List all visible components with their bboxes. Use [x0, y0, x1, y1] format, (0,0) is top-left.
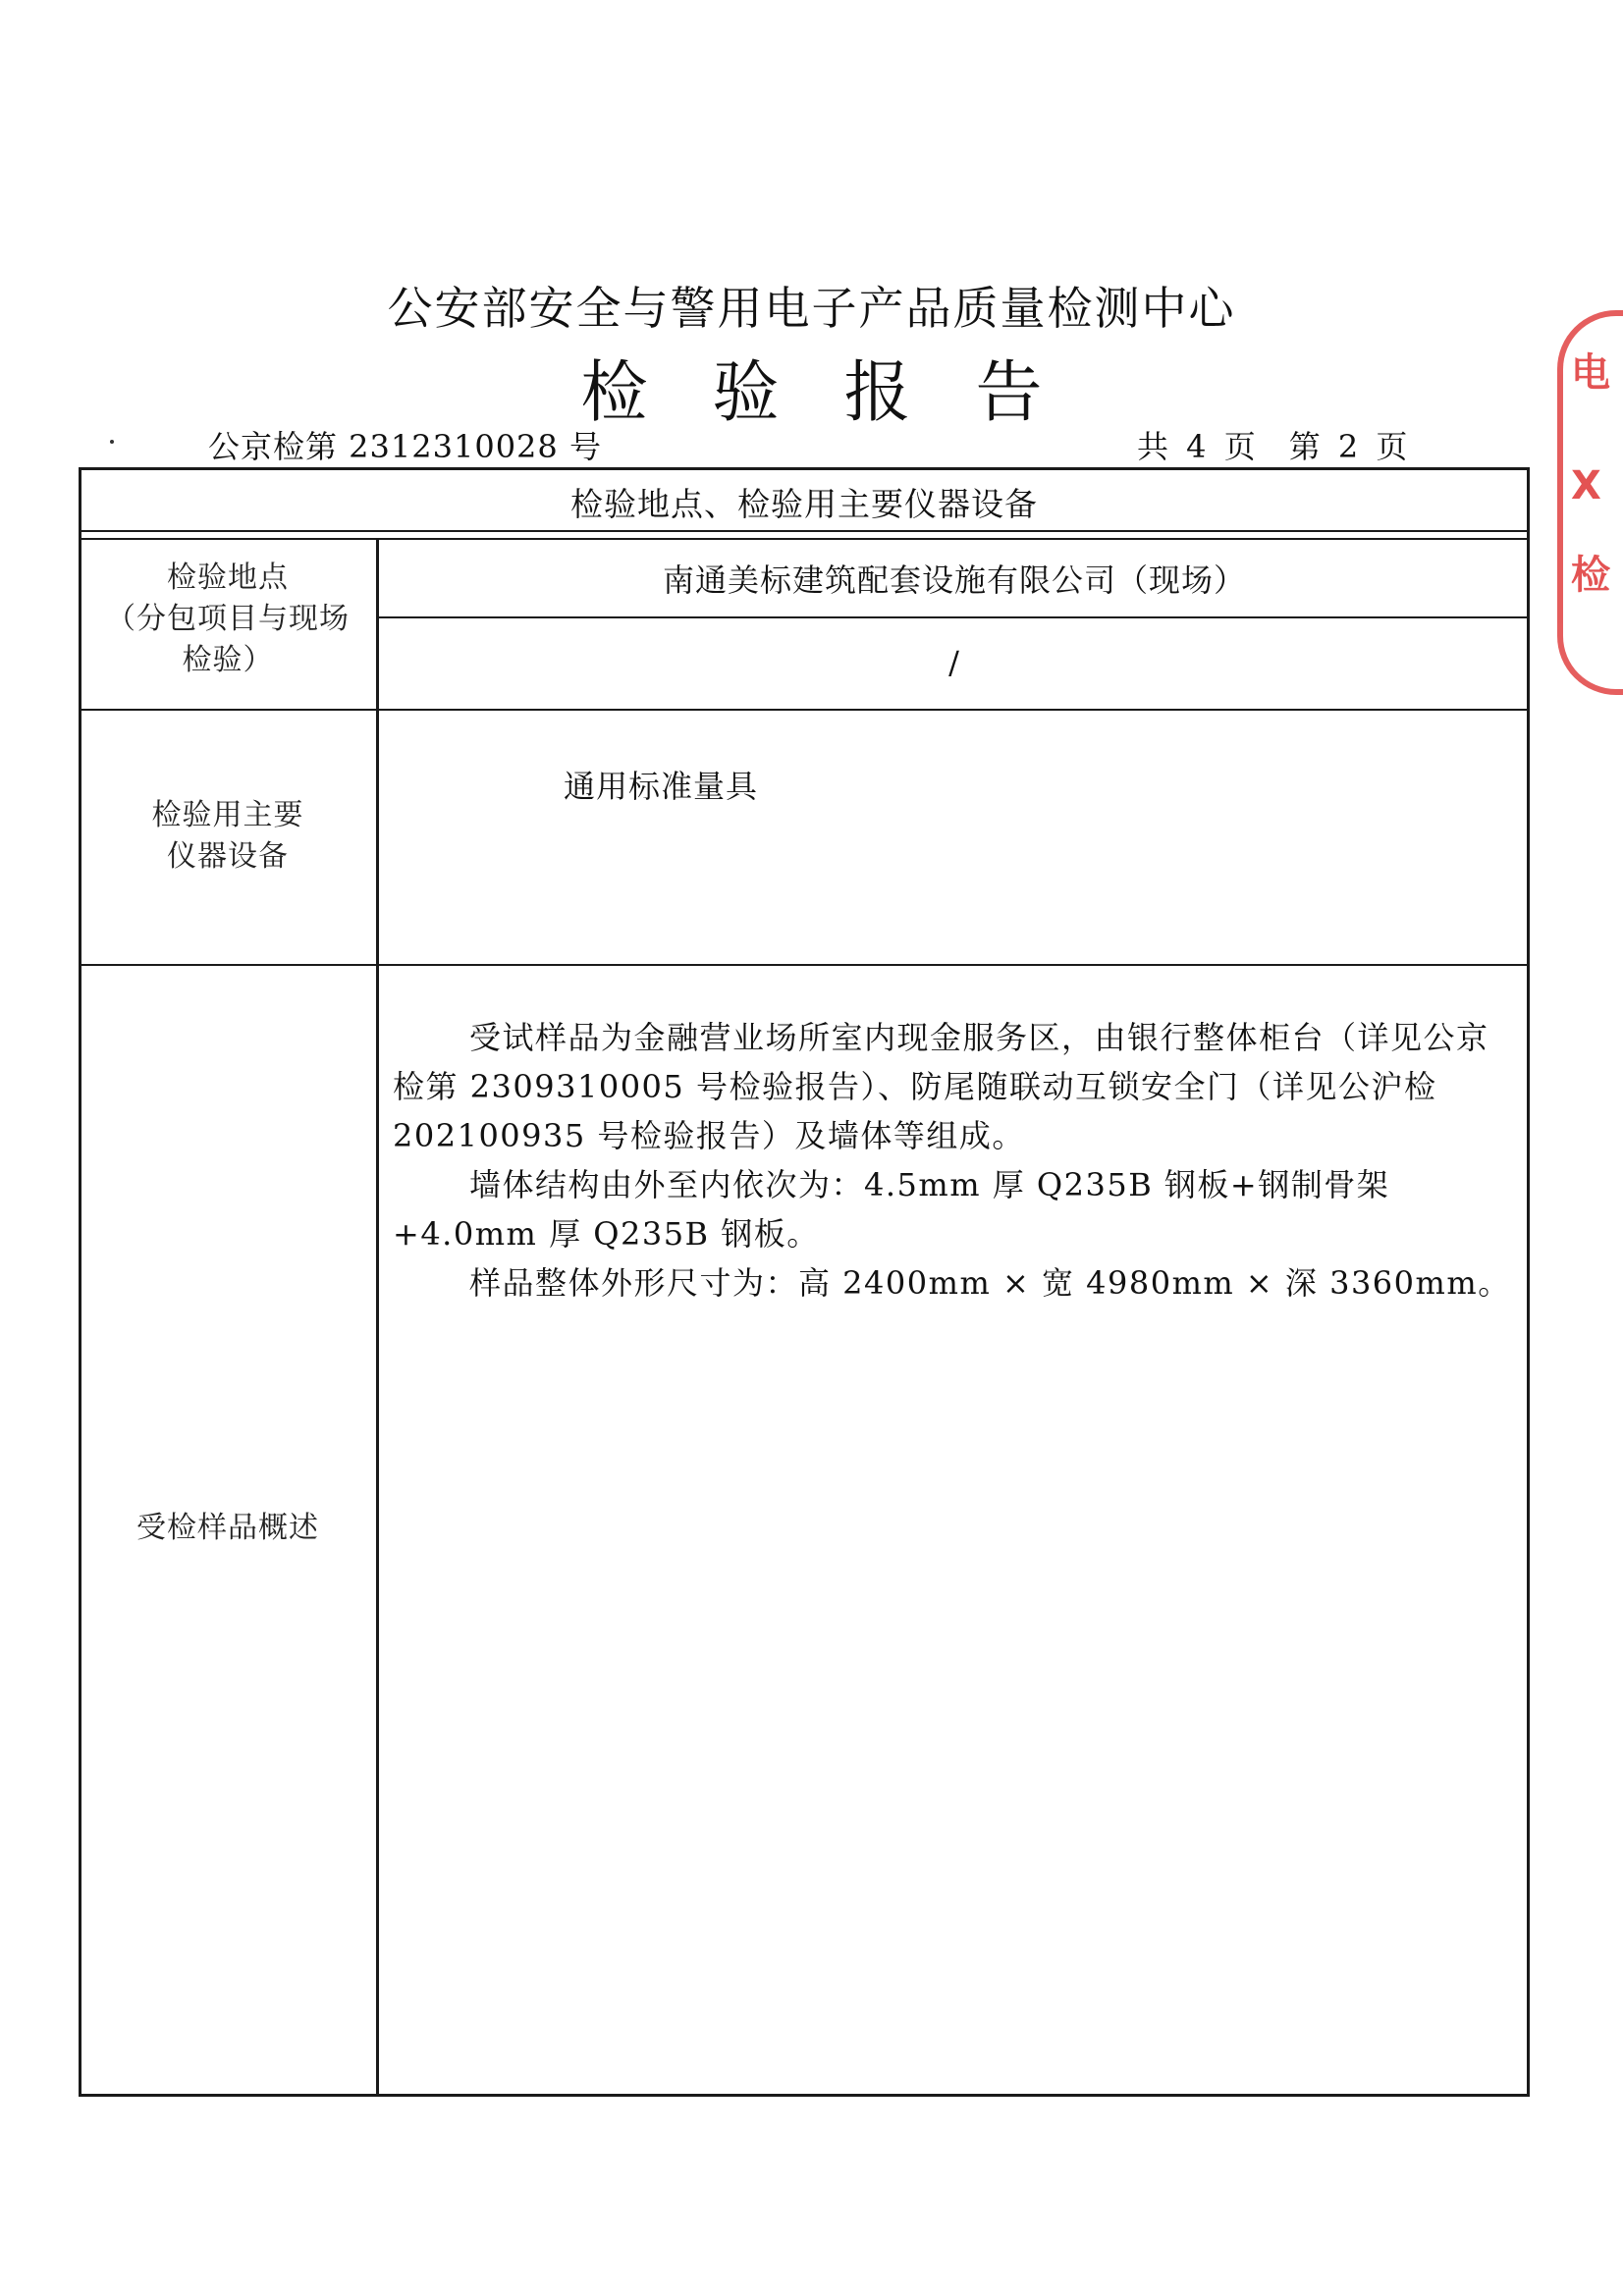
divider [79, 530, 1530, 532]
location-label-line: 检验） [182, 643, 274, 677]
sample-label: 受检样品概述 [136, 1511, 319, 1545]
page-dot [110, 440, 114, 444]
divider [79, 538, 1530, 540]
seal-fragment: 电 [1571, 350, 1610, 396]
seal-fragment: 检 [1571, 553, 1610, 598]
organization-name: 公安部安全与警用电子产品质量检测中心 [387, 282, 1236, 335]
subcontract-value: / [948, 644, 960, 681]
sample-description [393, 1013, 1517, 1308]
official-seal-stamp [1557, 310, 1623, 695]
location-value: 南通美标建筑配套设施有限公司（现场） [662, 561, 1246, 599]
seal-fragment: X [1571, 463, 1601, 508]
divider [79, 964, 1530, 966]
equipment-label [81, 795, 375, 878]
report-number: 公京检第 2312310028 号 [208, 428, 602, 465]
report-title: 检验报告 [580, 354, 1108, 432]
location-label [81, 558, 375, 681]
page-indicator: 共 4 页 第 2 页 [1137, 428, 1409, 465]
equipment-label-line: 仪器设备 [167, 839, 289, 874]
sample-paragraph: 样品整体外形尺寸为：高 2400mm × 宽 4980mm × 深 3360mm。 [469, 1264, 1511, 1302]
divider [377, 616, 1530, 618]
sample-paragraph: 受试样品为金融营业场所室内现金服务区，由银行整体柜台（详见公京检第 2309310005 号检验报告）、防尾随联动互锁安全门（详见公沪检 202100935 号检验报告）及墙体等组成。 [393, 1019, 1489, 1154]
equipment-label-line: 检验用主要 [151, 798, 304, 832]
column-divider [376, 538, 379, 2095]
sample-paragraph: 墙体结构由外至内依次为：4.5mm 厚 Q235B 钢板+钢制骨架+4.0mm 厚 Q235B 钢板。 [393, 1166, 1390, 1253]
equipment-value: 通用标准量具 [564, 768, 759, 805]
location-label-line: 检验地点 [167, 561, 289, 595]
section-heading: 检验地点、检验用主要仪器设备 [570, 485, 1038, 523]
divider [79, 709, 1530, 711]
location-label-line: （分包项目与现场 [106, 602, 350, 636]
